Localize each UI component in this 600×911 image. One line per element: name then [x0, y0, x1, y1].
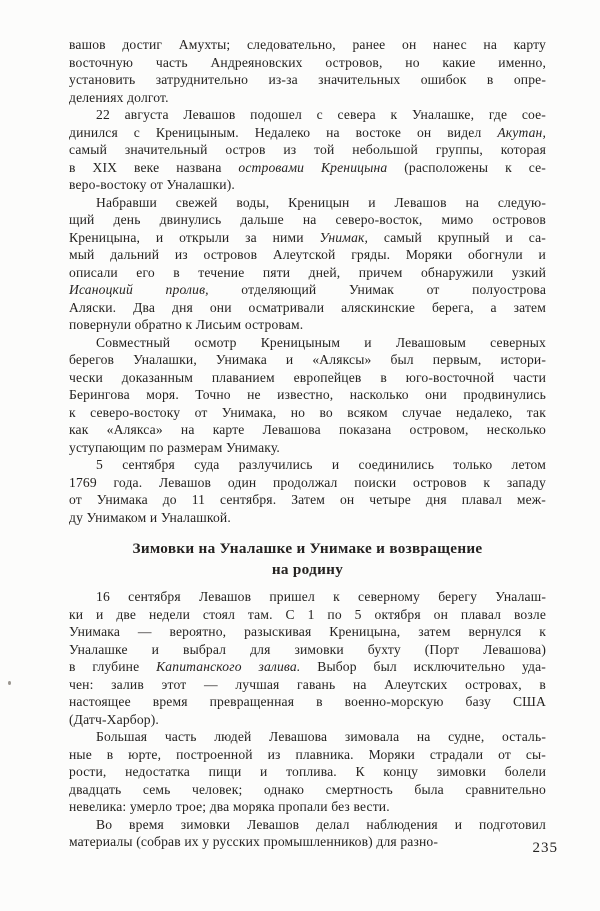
body-text: повернули обратно к Лисьим островам.	[69, 317, 304, 332]
body-text: (расположены к се-	[387, 159, 546, 175]
text-line	[69, 746, 546, 764]
body-text: Большая часть людей Левашова зимовала на судне, осталь-	[96, 729, 546, 744]
text-line	[69, 763, 546, 781]
text-line	[69, 141, 546, 159]
text-line	[69, 816, 546, 834]
body-text: как «Алякса» на карте Левашова показана островом, несколько	[69, 422, 546, 437]
body-text: в XIX веке названа	[69, 159, 239, 175]
body-text: самый крупный и са-	[368, 229, 546, 245]
body-text: описали его в течение пяти дней, причем обнаружили узкий	[69, 264, 546, 280]
page-text	[69, 36, 546, 851]
body-text: 16 сентября Левашов пришел к северному берегу Уналаш-	[96, 589, 546, 604]
text-line	[69, 676, 546, 694]
body-text: чески доказанным плаванием европейцев в юго-восточной части	[69, 369, 546, 385]
text-line	[69, 54, 546, 72]
text-line	[69, 491, 546, 509]
text-line	[69, 176, 546, 194]
body-text: настоящее время превращенная в военно-морскую базу США	[69, 694, 546, 709]
text-line	[69, 386, 546, 404]
body-text: установить затруднительно из-за значительных ошибок в опре-	[69, 72, 546, 87]
body-text: вашов достиг Амухты; следовательно, ранее он нанес на карту	[69, 37, 546, 52]
text-line	[69, 246, 546, 264]
text-line	[69, 351, 546, 369]
body-text: 5 сентября суда разлучились и соединились только летом	[96, 457, 546, 472]
text-line	[69, 194, 546, 212]
text-line	[69, 159, 546, 177]
text-line	[69, 316, 546, 334]
body-text: двадцать семь человек; однако смертность была сравнительно	[69, 781, 546, 797]
paragraph	[69, 456, 546, 526]
body-text: берегов Уналашки, Унимака и «Аляксы» был первым, истори-	[69, 352, 546, 367]
text-line	[69, 264, 546, 282]
text-line	[69, 588, 546, 606]
body-text: Унимака — вероятно, разыскивая Креницына, затем вернулся к	[69, 624, 546, 639]
body-text: от Унимака до 11 сентября. Затем он четыре дня плавал меж-	[69, 492, 546, 507]
text-line	[69, 439, 546, 457]
body-text: 1769 года. Левашов один продолжал поиски островов к западу	[69, 474, 546, 490]
body-text: Уналашке и выбрал для зимовки бухту (Порт Левашова)	[69, 641, 546, 657]
text-line	[69, 711, 546, 729]
italic-text: Акутан,	[497, 124, 546, 140]
text-line	[69, 299, 546, 317]
text-line	[69, 781, 546, 799]
text-line	[69, 89, 546, 107]
body-text: Аляски. Два дня они осматривали аляскинские берега, а затем	[69, 299, 546, 315]
paragraph	[69, 106, 546, 194]
body-text: веро-востоку от Уналашки).	[69, 177, 235, 192]
text-line	[69, 334, 546, 352]
text-line	[69, 658, 546, 676]
text-line	[69, 404, 546, 422]
text-line	[69, 833, 546, 851]
body-text: чен: залив этот — лучшая гавань на Алеутских островах, в	[69, 676, 546, 692]
body-text: ду Унимаком и Уналашкой.	[69, 509, 231, 525]
body-text: отделяющий Унимак от полуострова	[208, 282, 547, 297]
paragraph	[69, 588, 546, 728]
page-number: 235	[532, 840, 558, 856]
body-text: невелика: умерло трое; два моряка пропали без вести.	[69, 799, 390, 814]
body-text: Берингова моря. Точно не известно, насколько они продвинулись	[69, 387, 546, 402]
heading-line: на родину	[271, 561, 344, 578]
body-text: уступающим по размерам Унимаку.	[69, 439, 280, 455]
text-line	[69, 728, 546, 746]
italic-text: островами Креницына	[238, 159, 388, 175]
text-line	[69, 211, 546, 229]
body-text: динился с Креницыным. Недалеко на востоке он видел	[69, 124, 498, 140]
body-text: делениях долгот.	[69, 89, 169, 105]
text-line	[69, 71, 546, 89]
body-text: мый дальний из островов Алеутской гряды. Моряки обогнули и	[69, 247, 546, 262]
paragraph	[69, 36, 546, 106]
body-text: рости, недостатка пищи и топлива. К концу зимовки болели	[69, 764, 546, 779]
text-line	[69, 229, 546, 247]
section-heading	[69, 538, 546, 580]
italic-text: Исаноцкий пролив,	[69, 282, 209, 297]
text-line	[69, 509, 546, 527]
body-text: щий день двинулись дальше на северо-восток, мимо островов	[69, 212, 546, 227]
paragraph	[69, 334, 546, 457]
body-text: восточную часть Андреяновских островов, но какие именно,	[69, 54, 546, 70]
italic-text: Капитанского залива.	[156, 659, 301, 674]
text-line	[69, 106, 546, 124]
text-line	[69, 369, 546, 387]
text-line	[69, 606, 546, 624]
heading-line: Зимовки на Уналашке и Унимаке и возвращение	[132, 540, 483, 557]
text-line	[69, 421, 546, 439]
body-text: Креницына, и открыли за ними	[69, 229, 320, 245]
body-text: Набравши свежей воды, Креницын и Левашов на следую-	[96, 194, 546, 210]
body-text: ки и две недели стоял там. С 1 по 5 октября он плавал возле	[69, 606, 546, 622]
text-line	[69, 623, 546, 641]
text-line	[69, 641, 546, 659]
text-line	[69, 281, 546, 299]
text-line	[69, 456, 546, 474]
body-text: ные в юрте, построенной из плавника. Моряки страдали от сы-	[69, 746, 546, 762]
body-text: Во время зимовки Левашов делал наблюдения и подготовил	[96, 816, 546, 832]
scan-speck	[8, 681, 11, 685]
body-text: к северо-востоку от Унимака, но во всяком случае недалеко, так	[69, 404, 546, 420]
paragraph	[69, 728, 546, 816]
body-text: (Датч-Харбор).	[69, 711, 159, 727]
text-line	[69, 798, 546, 816]
italic-text: Унимак,	[319, 229, 369, 245]
body-text: 22 августа Левашов подошел с севера к Уналашке, где сое-	[96, 107, 546, 122]
paragraph	[69, 816, 546, 851]
text-line	[69, 124, 546, 142]
text-line	[69, 36, 546, 54]
body-text: материалы (собрав их у русских промышленников) для разно-	[69, 834, 439, 849]
text-line	[69, 474, 546, 492]
body-text: в глубине	[69, 659, 157, 674]
text-line	[69, 693, 546, 711]
body-text: Совместный осмотр Креницыным и Левашовым северных	[96, 334, 546, 350]
body-text: Выбор был исключительно уда-	[300, 659, 546, 674]
body-text: самый значительный остров из той небольшой группы, которая	[69, 142, 546, 157]
paragraph	[69, 194, 546, 334]
